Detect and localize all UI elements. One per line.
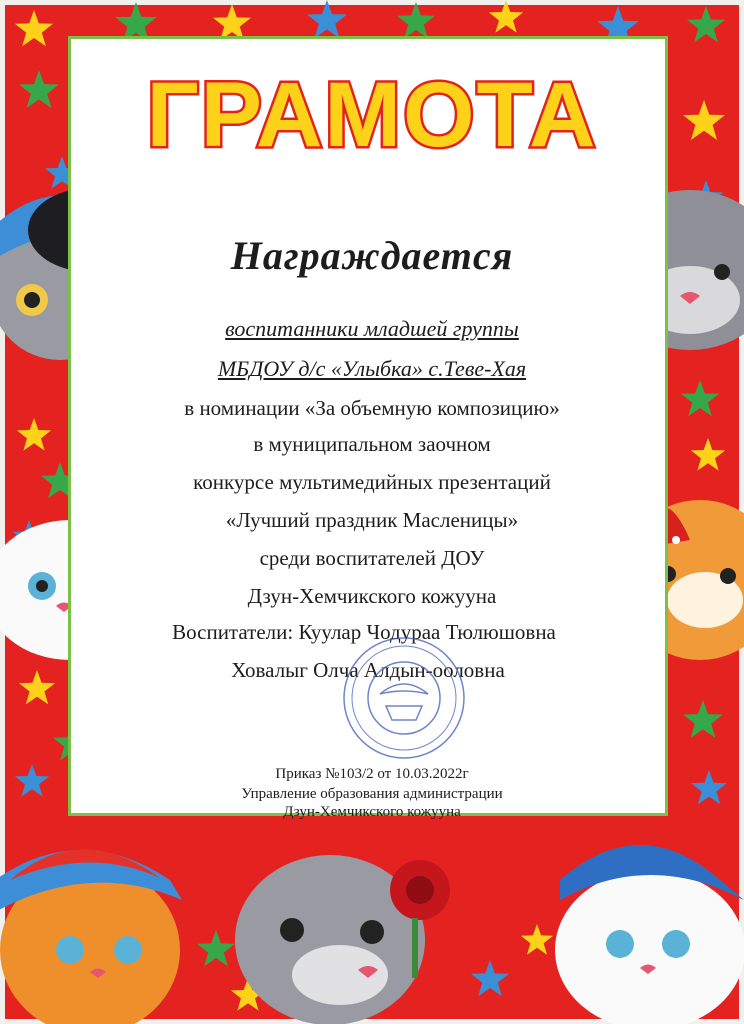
- recipient-line-2: МБДОУ д/с «Улыбка» с.Теве-Хая: [217, 356, 527, 381]
- contest-name: «Лучший праздник Масленицы»: [225, 508, 519, 532]
- orange-cat-with-hat-illustration: [0, 849, 182, 1024]
- issuer-line-2: Дзун-Хемчикского кожууна: [283, 804, 461, 820]
- issuer-line-1: Управление образования администрации: [241, 786, 503, 802]
- awarded-heading: Награждается: [230, 233, 514, 278]
- official-stamp: [340, 634, 468, 762]
- contest-line-2: конкурсе мультимедийных презентаций: [193, 470, 551, 494]
- teachers-line: Воспитатели: Куулар Чодураа Тюлюшовна: [172, 620, 556, 644]
- nomination-line: в номинации «За объемную композицию»: [184, 396, 560, 420]
- svg-text:ГРАМОТА: ГРАМОТА: [146, 64, 598, 166]
- order-line: Приказ №103/2 от 10.03.2022г: [275, 766, 469, 782]
- contest-line-1: в муниципальном заочном: [253, 432, 491, 456]
- certificate-title: [0, 60, 744, 170]
- audience-line-2: Дзун-Хемчикского кожууна: [247, 584, 497, 608]
- recipient-line-1: воспитанники младшей группы: [225, 316, 519, 341]
- audience-line-1: среди воспитателей ДОУ: [259, 546, 485, 570]
- teacher-2-line: Ховалыг Олча Алдын-ооловна: [231, 658, 505, 682]
